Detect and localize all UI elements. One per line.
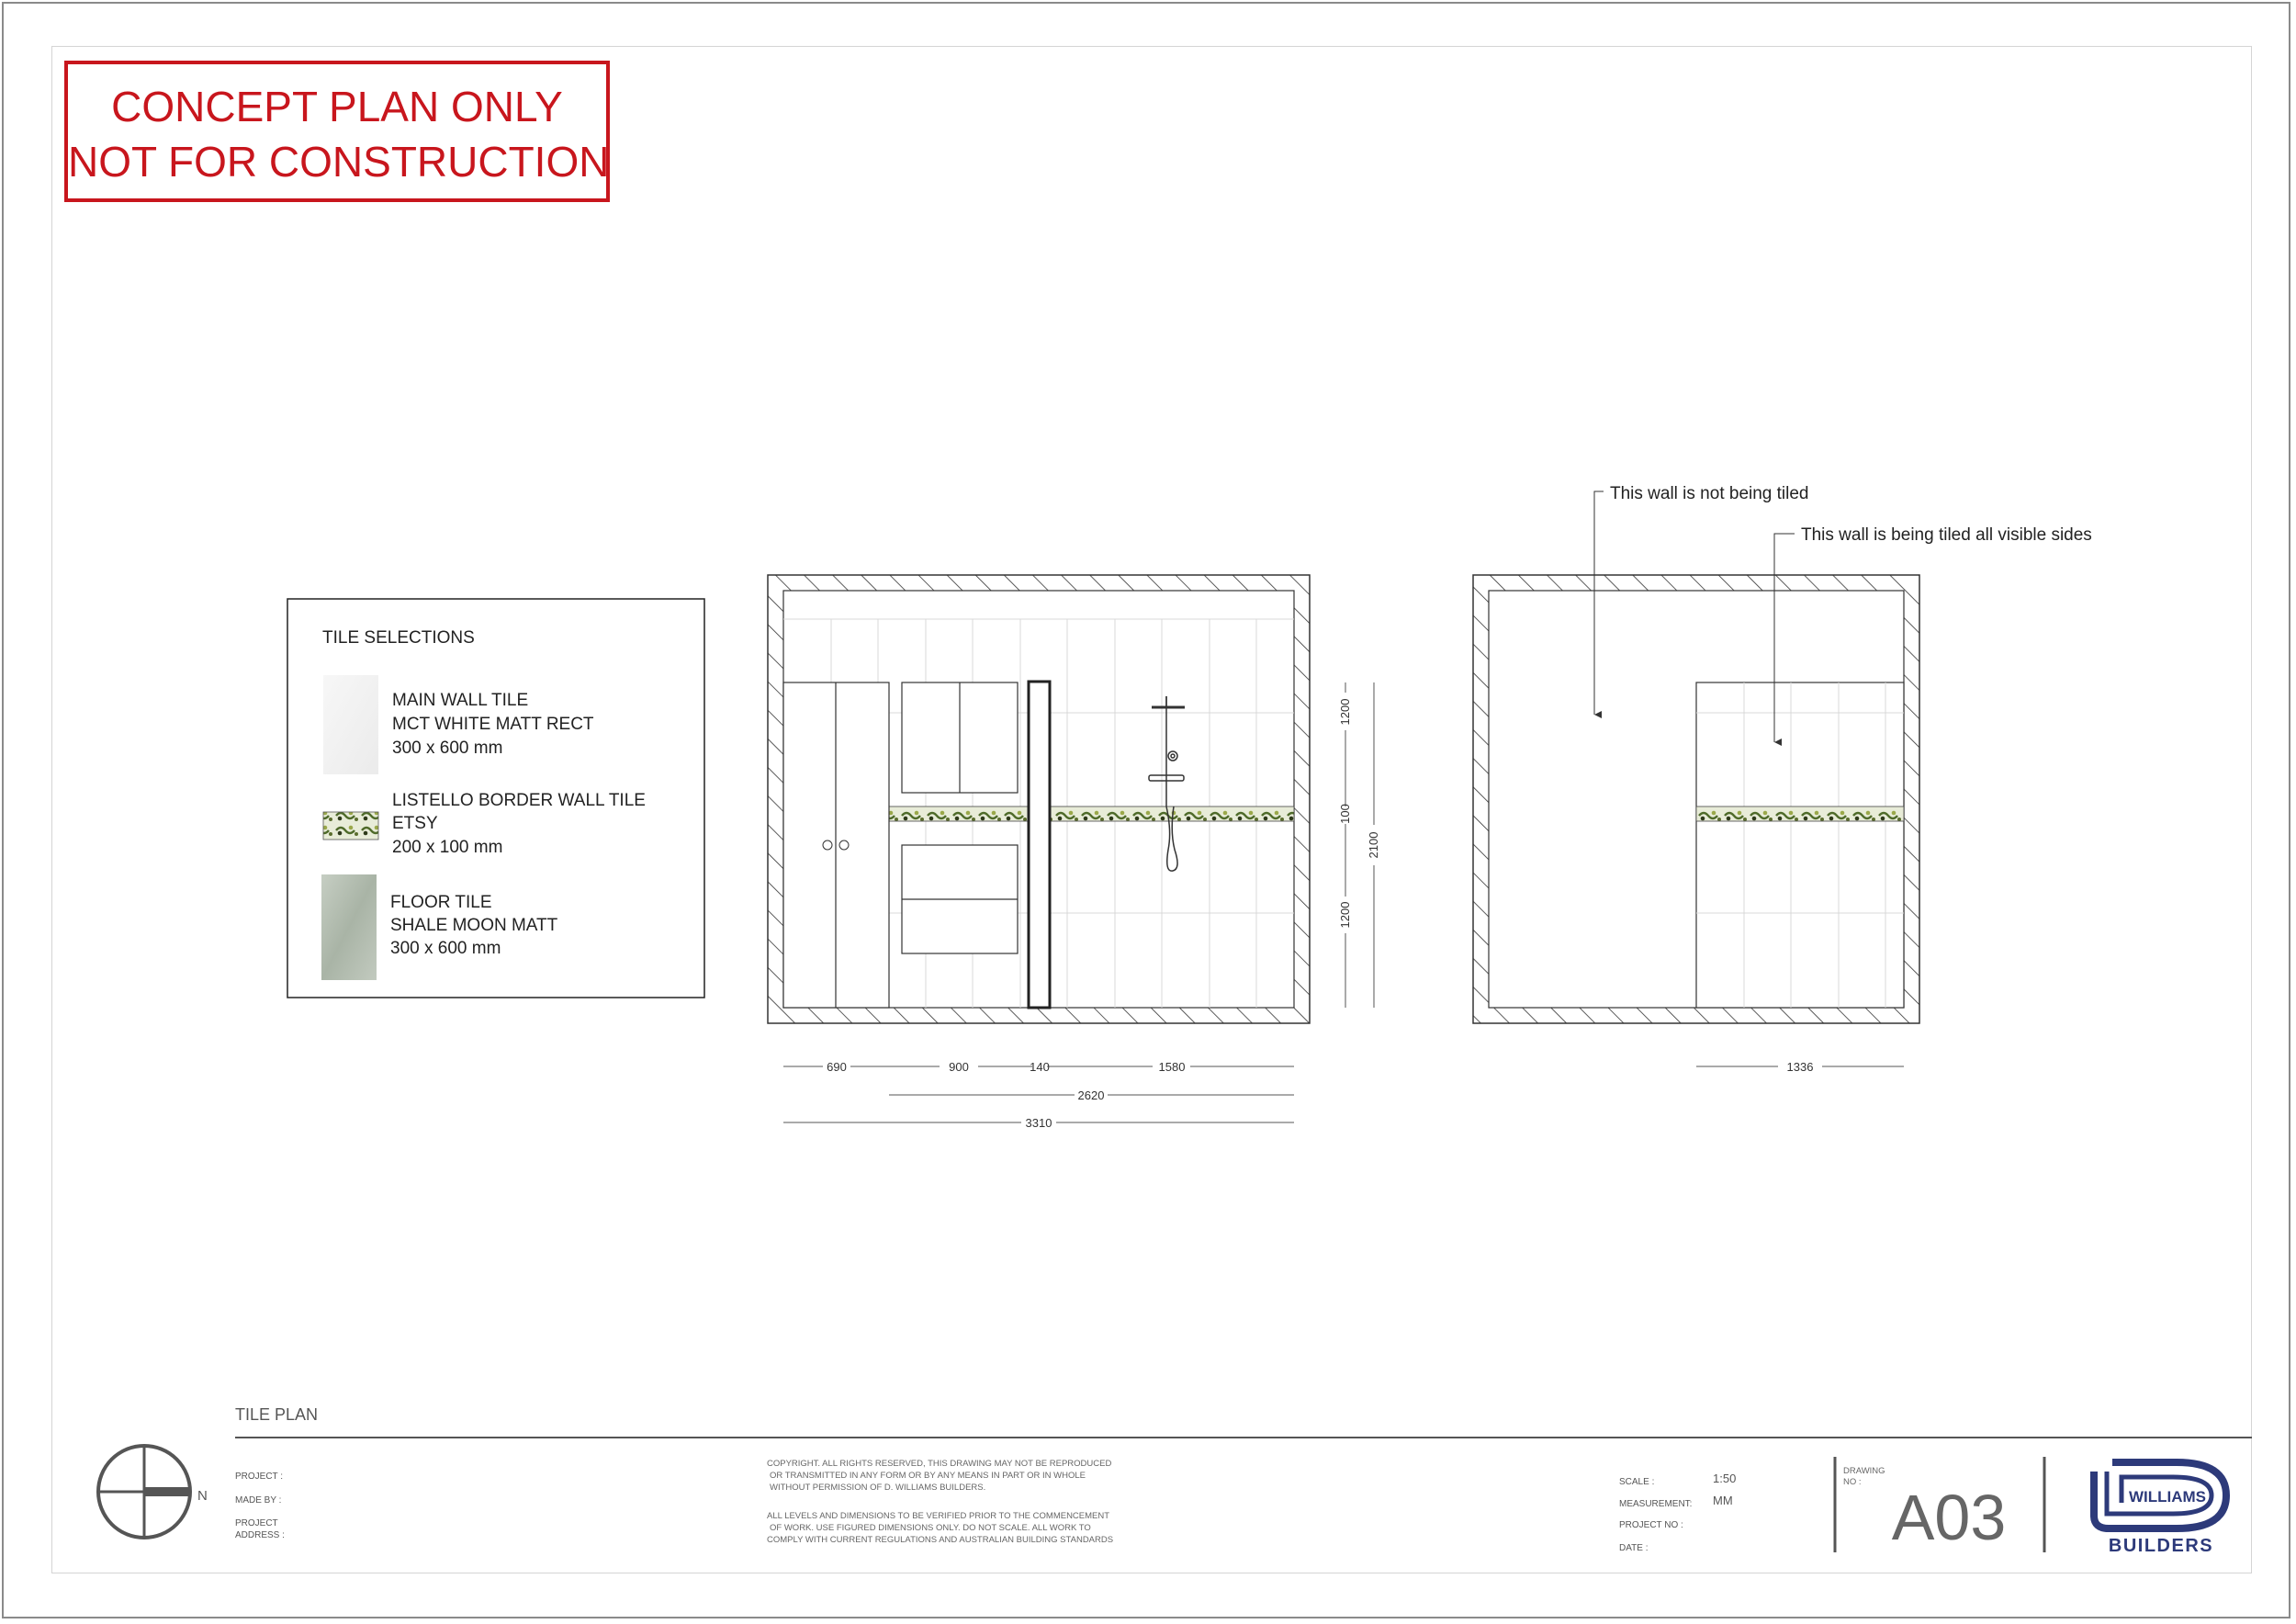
- main-wall-tile-product: MCT WHITE MATT RECT: [392, 715, 594, 734]
- dim-1580: 1580: [1158, 1060, 1186, 1074]
- note-not-tiled: This wall is not being tiled: [1610, 484, 1809, 503]
- stamp-line-1: CONCEPT PLAN ONLY: [111, 83, 563, 130]
- made-by-label: MADE BY :: [235, 1495, 282, 1506]
- copyright-line-2: OR TRANSMITTED IN ANY FORM OR BY ANY MEANS IN PART OR IN WHOLE: [770, 1471, 1086, 1481]
- cabinet-knob-right: [839, 840, 849, 850]
- dim-side-100: 100: [1338, 804, 1352, 824]
- floor-tile-name: FLOOR TILE: [390, 893, 492, 912]
- floor-tile-product: SHALE MOON MATT: [390, 916, 558, 935]
- project-label: PROJECT :: [235, 1472, 284, 1482]
- drawing-number: A03: [1891, 1482, 2007, 1553]
- north-label: N: [197, 1488, 208, 1504]
- dim-690: 690: [827, 1060, 847, 1074]
- project-address-label-2: ADDRESS :: [235, 1530, 285, 1540]
- dim-2620: 2620: [1077, 1088, 1105, 1102]
- listello-tile-size: 200 x 100 mm: [392, 838, 503, 857]
- scale-value: 1:50: [1713, 1472, 1737, 1485]
- copyright-line-1: COPYRIGHT. ALL RIGHTS RESERVED, THIS DRAWING MAY NOT BE REPRODUCED: [767, 1459, 1112, 1469]
- listello-tile-swatch: [323, 812, 378, 840]
- copyright-line-3: WITHOUT PERMISSION OF D. WILLIAMS BUILDERS.: [770, 1483, 986, 1493]
- sheet-title: TILE PLAN: [235, 1405, 319, 1424]
- project-address-label-1: PROJECT: [235, 1518, 278, 1528]
- stamp-line-2: NOT FOR CONSTRUCTION: [68, 138, 610, 186]
- listello-tile-name: LISTELLO BORDER WALL TILE: [392, 791, 646, 810]
- listello-border-band: [889, 806, 1294, 821]
- shower-screen: [1029, 682, 1050, 1008]
- elevation-wall-1: [768, 575, 1380, 1130]
- project-no-label: PROJECT NO :: [1619, 1520, 1683, 1530]
- note-tiled-all-sides: This wall is being tiled all visible sides: [1801, 525, 2092, 545]
- north-compass-icon: [98, 1446, 190, 1538]
- floor-tile-swatch: [321, 874, 377, 980]
- measurement-label: MEASUREMENT:: [1619, 1499, 1693, 1509]
- dim-total-height-2100: 2100: [1367, 831, 1380, 859]
- drawing-no-label-2: NO :: [1843, 1477, 1862, 1487]
- dim-3310: 3310: [1025, 1116, 1052, 1130]
- levels-line-2: OF WORK. USE FIGURED DIMENSIONS ONLY. DO NOT SCALE. ALL WORK TO: [770, 1523, 1091, 1533]
- dim-side-1200-top: 1200: [1338, 698, 1352, 726]
- drawing-no-label-1: DRAWING: [1843, 1466, 1885, 1476]
- floor-tile-size: 300 x 600 mm: [390, 939, 501, 958]
- logo-word-builders: BUILDERS: [2108, 1536, 2214, 1556]
- tiled-return-wall: [1696, 682, 1904, 1008]
- main-wall-tile-swatch: [323, 675, 378, 774]
- levels-line-1: ALL LEVELS AND DIMENSIONS TO BE VERIFIED PRIOR TO THE COMMENCEMENT: [767, 1511, 1110, 1521]
- logo-word-williams: WILLIAMS: [2128, 1488, 2207, 1506]
- main-wall-tile-name: MAIN WALL TILE: [392, 691, 529, 710]
- dim-side-1200-bottom: 1200: [1338, 901, 1352, 929]
- tile-selections-legend: [287, 599, 704, 998]
- date-label: DATE :: [1619, 1543, 1649, 1553]
- cabinet-knob-left: [823, 840, 832, 850]
- levels-line-3: COMPLY WITH CURRENT REGULATIONS AND AUSTRALIAN BUILDING STANDARDS: [767, 1535, 1114, 1545]
- title-block: [98, 1405, 2252, 1556]
- williams-builders-logo: [2094, 1462, 2226, 1556]
- dim-140: 140: [1030, 1060, 1050, 1074]
- elevation-wall-2: [1473, 484, 2092, 1074]
- legend-title: TILE SELECTIONS: [322, 628, 475, 648]
- wall-2-listello-band: [1696, 806, 1904, 821]
- scale-label: SCALE :: [1619, 1477, 1655, 1487]
- measurement-value: MM: [1713, 1494, 1733, 1507]
- main-wall-tile-size: 300 x 600 mm: [392, 739, 503, 758]
- dim-1336: 1336: [1786, 1060, 1814, 1074]
- dim-900: 900: [949, 1060, 969, 1074]
- listello-tile-product: ETSY: [392, 814, 438, 833]
